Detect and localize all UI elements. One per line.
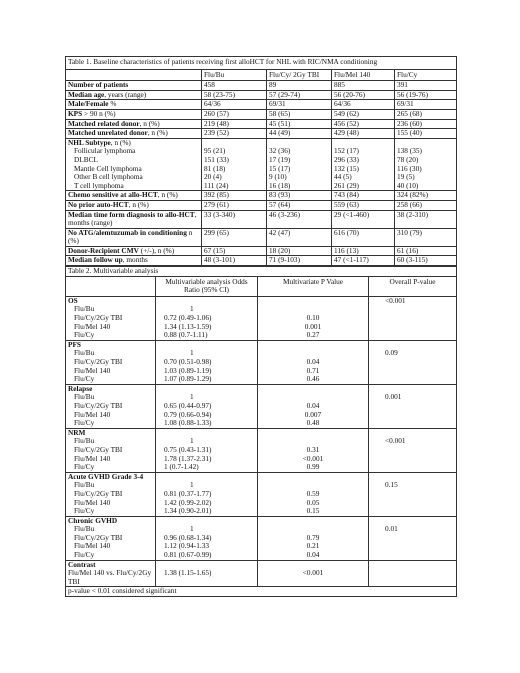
row-label-rest: n (%) [68, 228, 193, 246]
value-cell: 48 (3-101) [202, 256, 267, 266]
row-label [66, 246, 202, 256]
odds-ratio: 1 [190, 304, 194, 314]
overall-p-column [369, 384, 457, 428]
row-label-rest: , n (%) [147, 128, 168, 138]
table1-header-cell: Flu/Mel 140 [332, 69, 395, 81]
row-label-bold: Median age [68, 90, 105, 99]
value-cell: 44 (49) [267, 129, 332, 139]
value-cell: 15 (17) [267, 165, 332, 174]
regimen-label: Flu/Cy/2Gy TBI [74, 357, 123, 366]
row-label-rest: (+/-), n (%) [138, 246, 175, 255]
row-label [66, 138, 202, 147]
value-cell: 17 (19) [267, 156, 332, 165]
value-cell: 324 (82%) [395, 191, 457, 201]
spacer [158, 385, 255, 394]
p-value: 0.04 [306, 550, 320, 560]
p-value: 0.99 [306, 462, 320, 472]
row-label [66, 129, 202, 139]
contrast-odds-ratio: 1.38 (1.15-1.65) [164, 568, 212, 578]
row-label [66, 81, 202, 91]
value-cell: 64/36 [202, 100, 267, 110]
value-cell: 151 (33) [202, 156, 267, 165]
odds-ratio-column [156, 472, 258, 516]
value-cell: 45 (51) [267, 119, 332, 129]
overall-p-column [369, 472, 457, 516]
p-value: 0.71 [306, 365, 320, 375]
value-cell: 29 (<1-460) [332, 210, 395, 228]
overall-p-value: 0.15 [385, 480, 398, 490]
p-value-column [258, 340, 369, 384]
regimen-label: Flu/Bu [74, 304, 95, 314]
subtype-label: Other B cell lymphoma [66, 173, 202, 182]
value-cell: 20 (4) [202, 173, 267, 182]
table2-header-cell: Multivariate P Value [258, 276, 369, 296]
p-value: 0.79 [306, 532, 320, 542]
regimen-label: Flu/Cy [74, 550, 95, 560]
row-label-bold: Matched related donor [68, 119, 140, 128]
value-cell: 559 (63) [332, 200, 395, 210]
table1-header-cell: Flu/Bu [202, 69, 267, 81]
odds-ratio: 1 [190, 392, 194, 402]
odds-ratio-column [156, 384, 258, 428]
value-cell: 89 [267, 81, 332, 91]
subtype-label: Mantle Cell lymphoma [66, 165, 202, 174]
table2-header-cell [66, 276, 156, 296]
value-cell: 456 (52) [332, 119, 395, 129]
regimen-label: Flu/Cy/2Gy TBI [74, 400, 123, 410]
regimen-label: Flu/Mel 140 [74, 409, 111, 419]
regimen-label: Flu/Cy [74, 462, 95, 472]
odds-ratio-column [156, 516, 258, 560]
overall-p-value: 0.09 [385, 348, 398, 358]
row-label-bold: Number of patients [68, 80, 129, 90]
odds-ratio: 1.42 (0.99-2.02) [164, 497, 212, 507]
spacer [158, 429, 255, 438]
spacer [371, 429, 454, 438]
value-cell: 56 (20-76) [332, 90, 395, 100]
outcome-group [66, 296, 156, 340]
p-value: 0.007 [304, 409, 322, 419]
odds-ratio: 1.34 (1.13-1.59) [164, 321, 212, 331]
regimen-label: Flu/Cy [74, 506, 95, 516]
odds-ratio: 1 [190, 524, 194, 534]
row-label [66, 200, 202, 210]
value-cell: 549 (62) [332, 109, 395, 119]
odds-ratio: 1.07 (0.89-1.29) [164, 374, 212, 384]
odds-ratio: 0.75 (0.43-1.31) [164, 444, 212, 454]
overall-p-column [369, 428, 457, 472]
value-cell: 19 (5) [395, 173, 457, 182]
row-label-rest: , months [122, 255, 148, 265]
row-label [66, 119, 202, 129]
overall-p-column [369, 296, 457, 340]
outcome-name: OS [68, 296, 78, 305]
overall-p-value: <0.001 [385, 296, 406, 305]
odds-ratio: 1 [190, 436, 194, 446]
value-cell: 57 (29-74) [267, 90, 332, 100]
value-cell: 58 (65) [267, 109, 332, 119]
odds-ratio: 0.72 (0.49-1.06) [164, 313, 212, 323]
row-label-bold: Median time form diagnosis to allo-HCT [68, 210, 195, 219]
value-cell: 58 (23-75) [202, 90, 267, 100]
empty-cell [395, 138, 457, 147]
odds-ratio: 1.78 (1.37-2.31) [164, 453, 212, 463]
value-cell: 265 (68) [395, 109, 457, 119]
row-label-bold: Median follow up [68, 255, 123, 265]
odds-ratio: 0.88 (0.7-1.11) [164, 330, 208, 340]
p-value: 0.10 [306, 313, 320, 323]
row-label-rest: , n (%) [157, 190, 178, 200]
value-cell: 47 (<1-117) [332, 256, 395, 266]
spacer [158, 297, 255, 306]
value-cell: 116 (13) [332, 246, 395, 256]
regimen-label: Flu/Cy [74, 330, 95, 340]
value-cell: 260 (57) [202, 109, 267, 119]
odds-ratio-column [156, 428, 258, 472]
p-value: 0.15 [306, 506, 320, 516]
row-label [66, 228, 202, 246]
p-value: 0.46 [306, 374, 320, 384]
p-value: 0.04 [306, 357, 320, 366]
table2-header-cell: Overall P-value [369, 276, 457, 296]
outcome-group [66, 428, 156, 472]
value-cell: 391 [395, 81, 457, 91]
multivariable-analysis-table [65, 266, 457, 597]
value-cell: 219 (48) [202, 119, 267, 129]
value-cell: 46 (3-236) [267, 210, 332, 228]
row-label [66, 210, 202, 228]
value-cell: 236 (60) [395, 119, 457, 129]
odds-ratio: 0.65 (0.44-0.97) [164, 400, 212, 410]
value-cell: 616 (70) [332, 228, 395, 246]
p-value: 0.27 [306, 330, 320, 340]
contrast-p-cell [258, 560, 369, 587]
p-value: 0.04 [306, 400, 320, 410]
empty-cell [332, 138, 395, 147]
regimen-label: Flu/Cy [74, 374, 95, 384]
empty-cell [202, 138, 267, 147]
p-value: 0.59 [306, 488, 320, 498]
regimen-label: Flu/Cy/2Gy TBI [74, 313, 123, 323]
value-cell: 61 (16) [395, 246, 457, 256]
value-cell: 69/31 [267, 100, 332, 110]
overall-p-value: <0.001 [385, 436, 406, 446]
p-value-column [258, 428, 369, 472]
outcome-group [66, 516, 156, 560]
value-cell: 78 (20) [395, 156, 457, 165]
contrast-label: Flu/Mel 140 vs. Flu/Cy/2Gy TBI [68, 568, 152, 586]
spacer [158, 517, 255, 526]
regimen-label: Flu/Cy/2Gy TBI [74, 444, 123, 454]
odds-ratio: 1 [190, 348, 194, 358]
value-cell: 32 (36) [267, 147, 332, 156]
row-label [66, 256, 202, 266]
value-cell: 392 (85) [202, 191, 267, 201]
value-cell: 44 (5) [332, 173, 395, 182]
row-label-bold: KPS [68, 109, 83, 118]
odds-ratio: 1.12 (0.94-1.33 [164, 541, 209, 551]
p-value: 0.05 [306, 497, 320, 507]
overall-p-value: 0.01 [385, 524, 398, 534]
outcome-group [66, 384, 156, 428]
p-value-column [258, 384, 369, 428]
value-cell: 40 (10) [395, 182, 457, 191]
spacer [371, 517, 454, 526]
value-cell: 152 (17) [332, 147, 395, 156]
regimen-label: Flu/Bu [74, 348, 95, 358]
value-cell: 138 (35) [395, 147, 457, 156]
p-value-column [258, 516, 369, 560]
p-value: 0.48 [306, 418, 320, 428]
regimen-label: Flu/Mel 140 [74, 453, 111, 463]
regimen-label: Flu/Cy/2Gy TBI [74, 488, 123, 498]
p-value-column [258, 472, 369, 516]
odds-ratio: 1 [190, 480, 194, 490]
spacer [158, 341, 255, 350]
regimen-label: Flu/Mel 140 [74, 321, 111, 331]
regimen-label: Flu/Bu [74, 524, 95, 534]
value-cell: 95 (21) [202, 147, 267, 156]
odds-ratio: 1 (0.7-1.42) [164, 462, 199, 472]
odds-ratio-column [156, 296, 258, 340]
value-cell: 9 (10) [267, 173, 332, 182]
outcome-group [66, 340, 156, 384]
odds-ratio-column [156, 340, 258, 384]
value-cell: 310 (79) [395, 228, 457, 246]
value-cell: 116 (30) [395, 165, 457, 174]
regimen-label: Flu/Mel 140 [74, 497, 111, 507]
subtype-label: DLBCL [66, 156, 202, 165]
subtype-label: T cell lymphoma [66, 182, 202, 191]
subtype-label: Follicular lymphoma [66, 147, 202, 156]
outcome-group [66, 472, 156, 516]
odds-ratio: 0.79 (0.66-0.94) [164, 409, 212, 419]
value-cell: 57 (64) [267, 200, 332, 210]
regimen-label: Flu/Bu [74, 480, 95, 490]
value-cell: 261 (29) [332, 182, 395, 191]
value-cell: 69/31 [395, 100, 457, 110]
row-label-bold: No prior auto-HCT [68, 200, 129, 209]
value-cell: 38 (2-310) [395, 210, 457, 228]
value-cell: 429 (48) [332, 129, 395, 139]
regimen-label: Flu/Mel 140 [74, 365, 111, 375]
table2-caption: Table 2. Multivariable analysis [66, 267, 457, 277]
row-label-rest: , n (%) [110, 138, 131, 147]
odds-ratio: 0.96 (0.68-1.34) [164, 532, 212, 542]
row-label-bold: Donor-Recipient CMV [68, 246, 139, 255]
table2-footer: p-value < 0.01 considered significant [66, 587, 457, 597]
spacer [371, 385, 454, 394]
p-value-column [258, 296, 369, 340]
regimen-label: Flu/Cy/2Gy TBI [74, 532, 123, 542]
row-label [66, 100, 202, 110]
value-cell: 16 (18) [267, 182, 332, 191]
row-label-rest: , n (%) [128, 200, 149, 209]
regimen-label: Flu/Mel 140 [74, 541, 111, 551]
value-cell: 71 (9-103) [267, 256, 332, 266]
regimen-label: Flu/Cy [74, 418, 95, 428]
odds-ratio: 1.34 (0.90-2.01) [164, 506, 212, 516]
row-label-bold: Matched unrelated donor [68, 128, 148, 138]
p-value: 0.21 [306, 541, 320, 551]
row-label-bold: NHL Subtype [68, 138, 111, 147]
value-cell: 60 (3-115) [395, 256, 457, 266]
outcome-name: PFS [68, 340, 81, 349]
value-cell: 155 (40) [395, 129, 457, 139]
contrast-p-value: <0.001 [302, 568, 324, 578]
row-label-rest: , n (%) [139, 119, 160, 128]
outcome-name: NRM [68, 428, 86, 437]
odds-ratio: 0.70 (0.51-0.98) [164, 357, 212, 366]
baseline-characteristics-table [65, 56, 457, 266]
regimen-label: Flu/Bu [74, 436, 95, 446]
odds-ratio: 1.08 (0.88-1.33) [164, 418, 212, 428]
p-value: 0.001 [304, 321, 322, 331]
row-label [66, 191, 202, 201]
value-cell: 296 (33) [332, 156, 395, 165]
contrast-name: Contrast [68, 560, 96, 569]
value-cell: 279 (61) [202, 200, 267, 210]
contrast-odds-ratio-cell [156, 560, 258, 587]
table1-header-cell [66, 69, 202, 81]
value-cell: 885 [332, 81, 395, 91]
outcome-name: Acute GVHD Grade 3-4 [68, 472, 144, 481]
value-cell: 67 (15) [202, 246, 267, 256]
row-label-bold: Male/Female [68, 99, 109, 109]
regimen-label: Flu/Bu [74, 392, 95, 402]
table1-header-cell: Flu/Cy [395, 69, 457, 81]
value-cell: 299 (65) [202, 228, 267, 246]
value-cell: 111 (24) [202, 182, 267, 191]
value-cell: 56 (19-76) [395, 90, 457, 100]
value-cell: 64/36 [332, 100, 395, 110]
p-value: <0.001 [302, 453, 324, 463]
odds-ratio: 0.81 (0.37-1.77) [164, 488, 212, 498]
spacer [158, 473, 255, 482]
table1-header-cell: Flu/Cy/ 2Gy TBI [267, 69, 332, 81]
outcome-name: Relapse [68, 384, 93, 393]
odds-ratio: 1.03 (0.89-1.19) [164, 365, 212, 375]
empty-cell [267, 138, 332, 147]
value-cell: 83 (93) [267, 191, 332, 201]
row-label-rest: , years (range) [104, 90, 147, 99]
overall-p-column [369, 516, 457, 560]
table2-header-cell: Multivariable analysis Odds Ratio (95% CI) [156, 276, 258, 296]
value-cell: 18 (20) [267, 246, 332, 256]
value-cell: 132 (15) [332, 165, 395, 174]
value-cell: 81 (18) [202, 165, 267, 174]
value-cell: 458 [202, 81, 267, 91]
contrast-overall-cell [369, 560, 457, 587]
spacer [371, 341, 454, 350]
overall-p-column [369, 340, 457, 384]
table1-caption: Table 1. Baseline characteristics of patients receiving first alloHCT for NHL with RIC/NMA conditioning [66, 57, 457, 70]
row-label-rest: , months (range) [68, 210, 197, 228]
value-cell: 42 (47) [267, 228, 332, 246]
row-label-rest: % [108, 99, 117, 109]
value-cell: 258 (66) [395, 200, 457, 210]
spacer [371, 473, 454, 482]
row-label [66, 109, 202, 119]
document-page [65, 56, 456, 597]
value-cell: 33 (3-340) [202, 210, 267, 228]
odds-ratio: 0.81 (0.67-0.99) [164, 550, 212, 560]
overall-p-value: 0.001 [385, 392, 402, 402]
value-cell: 743 (84) [332, 191, 395, 201]
contrast-group [66, 560, 156, 587]
p-value: 0.31 [306, 444, 320, 454]
value-cell: 239 (52) [202, 129, 267, 139]
row-label-bold: No ATG/alemtuzumab in conditioning [68, 228, 187, 237]
row-label-rest: > 90 n (%) [82, 109, 116, 118]
outcome-name: Chronic GVHD [68, 516, 118, 525]
row-label-bold: Chemo sensitive at allo-HCT [68, 190, 158, 200]
row-label [66, 90, 202, 100]
